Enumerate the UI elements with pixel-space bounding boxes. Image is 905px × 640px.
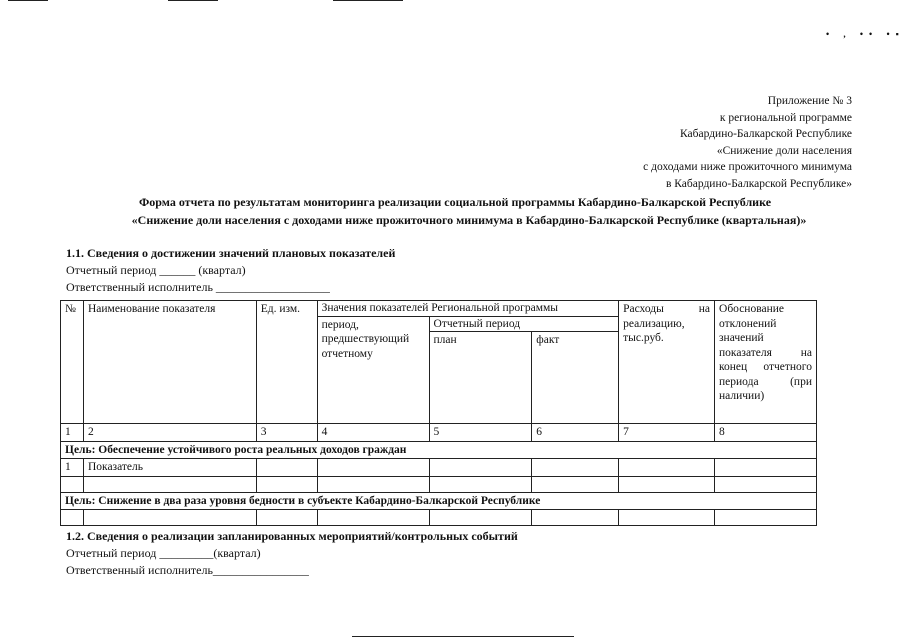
column-number: 2 (83, 424, 256, 442)
scan-artifact-line (352, 636, 574, 637)
header-expenses-on: на (698, 303, 711, 315)
empty-cell (532, 476, 619, 492)
header-plan: план (429, 332, 532, 424)
empty-cell (61, 510, 84, 526)
row-name: Показатель (83, 459, 256, 477)
appendix-line: к региональной программе (719, 111, 852, 124)
goal-row (61, 492, 817, 510)
header-unit: Ед. изм. (256, 301, 317, 424)
scan-artifact-line (168, 0, 218, 1)
column-numbers-row (61, 424, 817, 442)
header-num: № (61, 301, 84, 424)
column-number: 5 (429, 424, 532, 442)
appendix-block (643, 93, 852, 192)
header-name: Наименование показателя (83, 301, 256, 424)
appendix-line: в Кабардино-Балкарской Республике» (665, 177, 852, 190)
empty-cell (619, 476, 715, 492)
empty-cell (83, 510, 256, 526)
appendix-line: Кабардино-Балкарской Республике (680, 128, 852, 140)
table-row (61, 459, 817, 477)
empty-cell (256, 510, 317, 526)
appendix-line: Приложение № 3 (767, 95, 852, 107)
table-row (61, 476, 817, 492)
section-1-1-period: Отчетный период ______ (квартал) (66, 263, 246, 277)
header-expenses-rest: реализацию, тыс.руб. (623, 317, 685, 344)
empty-cell (61, 476, 84, 492)
empty-cell (619, 459, 715, 477)
empty-cell (256, 459, 317, 477)
empty-cell (256, 476, 317, 492)
header-fact: факт (532, 332, 619, 424)
header-row (61, 301, 817, 317)
header-justification: Обоснование отклонений значений показателя на конец отчетного периода (при наличии) (715, 301, 817, 424)
column-number: 1 (61, 424, 84, 442)
column-number: 4 (317, 424, 429, 442)
empty-cell (83, 476, 256, 492)
scan-marks: • , •• •▪ (826, 29, 905, 39)
column-number: 8 (715, 424, 817, 442)
section-1-2-period: Отчетный период _________(квартал) (66, 546, 261, 560)
appendix-line: с доходами ниже прожиточного минимума (643, 161, 852, 173)
header-values-group: Значения показателей Региональной программы (317, 301, 619, 317)
empty-cell (619, 510, 715, 526)
section-1-2-executor: Ответственный исполнитель________________ (66, 563, 309, 577)
title-line-2: «Снижение доли населения с доходами ниже прожиточного минимума в Кабардино-Балкарской Республике (квартальная)» (131, 213, 807, 227)
empty-cell (317, 510, 429, 526)
document-title (60, 193, 850, 229)
scan-artifact-line (333, 0, 403, 1)
header-report-period: Отчетный период (429, 316, 619, 332)
section-1-2 (66, 528, 518, 579)
row-num: 1 (61, 459, 84, 477)
column-number: 3 (256, 424, 317, 442)
goal-1: Цель: Обеспечение устойчивого роста реальных доходов граждан (61, 441, 817, 459)
empty-cell (715, 476, 817, 492)
empty-cell (715, 459, 817, 477)
goal-2: Цель: Снижение в два раза уровня бедности в субъекте Кабардино-Балкарской Республике (61, 492, 817, 510)
indicators-table (60, 300, 817, 526)
empty-cell (429, 459, 532, 477)
column-number: 7 (619, 424, 715, 442)
scan-artifact-line (8, 0, 48, 1)
header-prev-period: период, предшествующий отчетному (317, 316, 429, 424)
empty-cell (317, 459, 429, 477)
empty-cell (429, 510, 532, 526)
section-1-2-heading: 1.2. Сведения о реализации запланированных мероприятий/контрольных событий (66, 529, 518, 543)
appendix-line: «Снижение доли населения (716, 144, 852, 157)
table-row (61, 510, 817, 526)
column-number: 6 (532, 424, 619, 442)
section-1-1-executor: Ответственный исполнитель ___________________ (66, 280, 330, 294)
empty-cell (317, 476, 429, 492)
section-1-1 (66, 245, 395, 296)
section-1-1-heading: 1.1. Сведения о достижении значений плановых показателей (66, 246, 396, 260)
header-expenses (619, 301, 715, 424)
goal-row (61, 441, 817, 459)
empty-cell (429, 476, 532, 492)
empty-cell (532, 510, 619, 526)
title-line-1: Форма отчета по результатам мониторинга реализации социальной программы Кабардино-Балкарской Республике (138, 195, 772, 209)
header-expenses-word: Расходы (623, 303, 664, 315)
empty-cell (532, 459, 619, 477)
empty-cell (715, 510, 817, 526)
